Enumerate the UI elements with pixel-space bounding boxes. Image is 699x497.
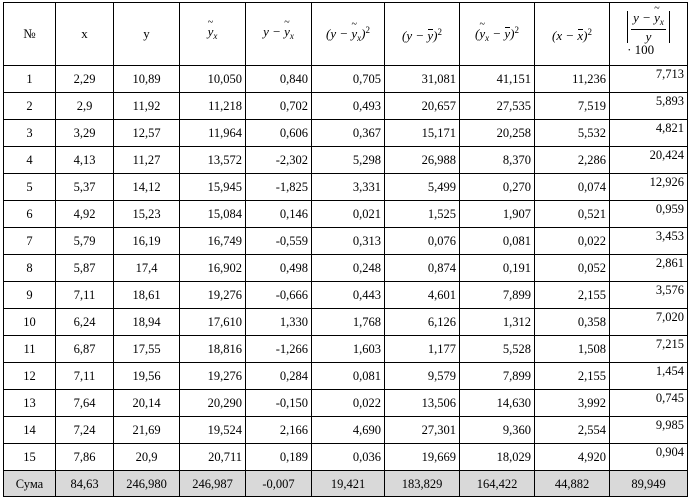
cell-x: 4,13: [56, 147, 114, 174]
cell-residual-squared: 0,493: [312, 93, 385, 120]
cell-y: 15,23: [114, 201, 180, 228]
cell-x: 4,92: [56, 201, 114, 228]
cell-percent-error: 2,861: [610, 255, 688, 282]
cell-y-fitted: 11,218: [180, 93, 246, 120]
cell-fitted-deviation-squared: 0,270: [460, 174, 535, 201]
cell-y: 14,12: [114, 174, 180, 201]
cell-y: 18,94: [114, 309, 180, 336]
sum-percent-error: 89,949: [610, 471, 688, 497]
header-x-deviation-squared: $(x - x)^2$: [535, 3, 610, 66]
cell-y-fitted: 20,711: [180, 444, 246, 471]
cell-y-deviation-squared: 4,601: [385, 282, 460, 309]
table-row: [4, 120, 688, 147]
table-row: [4, 93, 688, 120]
cell-x-deviation-squared: 4,920: [535, 444, 610, 471]
cell-residual-squared: 3,331: [312, 174, 385, 201]
cell-residual-squared: 0,036: [312, 444, 385, 471]
cell-percent-error: 0,904: [610, 444, 688, 471]
cell-percent-error: 7,215: [610, 336, 688, 363]
table-row: [4, 309, 688, 336]
row-number: 1: [4, 66, 56, 93]
cell-residual-squared: 1,603: [312, 336, 385, 363]
cell-y-fitted: 15,084: [180, 201, 246, 228]
cell-y-fitted: 11,964: [180, 120, 246, 147]
cell-y-deviation-squared: 6,126: [385, 309, 460, 336]
row-number: 11: [4, 336, 56, 363]
cell-x: 3,29: [56, 120, 114, 147]
cell-x-deviation-squared: 11,236: [535, 66, 610, 93]
cell-y: 21,69: [114, 417, 180, 444]
sum-label: Сума: [4, 471, 56, 497]
cell-x-deviation-squared: 0,358: [535, 309, 610, 336]
cell-y: 17,55: [114, 336, 180, 363]
header-residual-squared: (y − y $\sim_x)^2$: [312, 3, 385, 66]
cell-y: 10,89: [114, 66, 180, 93]
cell-percent-error: 3,576: [610, 282, 688, 309]
cell-percent-error: 4,821: [610, 120, 688, 147]
cell-y-fitted: 20,290: [180, 390, 246, 417]
cell-x-deviation-squared: 2,155: [535, 363, 610, 390]
cell-percent-error: 0,745: [610, 390, 688, 417]
cell-fitted-deviation-squared: 8,370: [460, 147, 535, 174]
cell-fitted-deviation-squared: 7,899: [460, 363, 535, 390]
cell-x: 6,87: [56, 336, 114, 363]
cell-residual: 0,606: [246, 120, 312, 147]
cell-residual-squared: 0,021: [312, 201, 385, 228]
cell-x-deviation-squared: 0,022: [535, 228, 610, 255]
cell-y: 20,9: [114, 444, 180, 471]
cell-x-deviation-squared: 3,992: [535, 390, 610, 417]
cell-y: 16,19: [114, 228, 180, 255]
cell-residual-squared: 4,690: [312, 417, 385, 444]
cell-residual: 0,840: [246, 66, 312, 93]
cell-fitted-deviation-squared: 41,151: [460, 66, 535, 93]
cell-fitted-deviation-squared: 20,258: [460, 120, 535, 147]
cell-percent-error: 20,424: [610, 147, 688, 174]
sum-row: [4, 471, 688, 497]
sum-residual: -0,007: [246, 471, 312, 497]
cell-x-deviation-squared: 7,519: [535, 93, 610, 120]
sum-y-fitted: 246,987: [180, 471, 246, 497]
cell-residual: 0,284: [246, 363, 312, 390]
cell-y-deviation-squared: 0,874: [385, 255, 460, 282]
cell-y-fitted: 15,945: [180, 174, 246, 201]
table-row: [4, 66, 688, 93]
cell-y-deviation-squared: 27,301: [385, 417, 460, 444]
cell-residual: -1,825: [246, 174, 312, 201]
table-row: [4, 228, 688, 255]
cell-x: 5,37: [56, 174, 114, 201]
cell-x-deviation-squared: 2,155: [535, 282, 610, 309]
table-row: [4, 147, 688, 174]
cell-x-deviation-squared: 0,052: [535, 255, 610, 282]
cell-x: 2,9: [56, 93, 114, 120]
table-row: [4, 417, 688, 444]
cell-percent-error: 3,453: [610, 228, 688, 255]
cell-x: 5,87: [56, 255, 114, 282]
cell-residual-squared: 5,298: [312, 147, 385, 174]
table-row: [4, 336, 688, 363]
cell-residual: 0,702: [246, 93, 312, 120]
cell-y-fitted: 18,816: [180, 336, 246, 363]
row-number: 5: [4, 174, 56, 201]
regression-table: [3, 2, 688, 497]
cell-residual: 2,166: [246, 417, 312, 444]
row-number: 4: [4, 147, 56, 174]
cell-y-fitted: 13,572: [180, 147, 246, 174]
data-table-container: [3, 2, 688, 497]
sum-y-deviation-squared: 183,829: [385, 471, 460, 497]
header-row: [4, 3, 688, 66]
table-row: [4, 363, 688, 390]
cell-y-deviation-squared: 0,076: [385, 228, 460, 255]
cell-x: 2,29: [56, 66, 114, 93]
cell-fitted-deviation-squared: 27,535: [460, 93, 535, 120]
cell-x-deviation-squared: 2,286: [535, 147, 610, 174]
cell-x-deviation-squared: 1,508: [535, 336, 610, 363]
table-row: [4, 255, 688, 282]
cell-residual: 0,189: [246, 444, 312, 471]
cell-residual: -0,559: [246, 228, 312, 255]
row-number: 13: [4, 390, 56, 417]
cell-residual-squared: 0,081: [312, 363, 385, 390]
cell-y-deviation-squared: 15,171: [385, 120, 460, 147]
cell-fitted-deviation-squared: 9,360: [460, 417, 535, 444]
row-number: 15: [4, 444, 56, 471]
table-row: [4, 390, 688, 417]
row-number: 6: [4, 201, 56, 228]
sum-x: 84,63: [56, 471, 114, 497]
header-residual: y − y $\sim_x$: [246, 3, 312, 66]
row-number: 8: [4, 255, 56, 282]
cell-residual-squared: 0,367: [312, 120, 385, 147]
cell-residual: 1,330: [246, 309, 312, 336]
cell-y-deviation-squared: 19,669: [385, 444, 460, 471]
table-row: [4, 201, 688, 228]
cell-y-fitted: 10,050: [180, 66, 246, 93]
cell-y: 17,4: [114, 255, 180, 282]
row-number: 2: [4, 93, 56, 120]
cell-y: 11,92: [114, 93, 180, 120]
cell-percent-error: 12,926: [610, 174, 688, 201]
cell-y: 11,27: [114, 147, 180, 174]
cell-x: 7,64: [56, 390, 114, 417]
cell-fitted-deviation-squared: 14,630: [460, 390, 535, 417]
sum-residual-squared: 19,421: [312, 471, 385, 497]
header-y: y: [114, 3, 180, 66]
cell-residual: -2,302: [246, 147, 312, 174]
cell-y-deviation-squared: 5,499: [385, 174, 460, 201]
cell-y-fitted: 16,902: [180, 255, 246, 282]
cell-y-deviation-squared: 26,988: [385, 147, 460, 174]
sum-fitted-deviation-squared: 164,422: [460, 471, 535, 497]
cell-y: 12,57: [114, 120, 180, 147]
cell-percent-error: 1,454: [610, 363, 688, 390]
cell-x-deviation-squared: 0,521: [535, 201, 610, 228]
header-number: №: [4, 3, 56, 66]
cell-fitted-deviation-squared: 0,081: [460, 228, 535, 255]
cell-y: 20,14: [114, 390, 180, 417]
header-y-fitted: y $\sim_x$: [180, 3, 246, 66]
cell-fitted-deviation-squared: 5,528: [460, 336, 535, 363]
sum-y: 246,980: [114, 471, 180, 497]
cell-y-fitted: 17,610: [180, 309, 246, 336]
cell-fitted-deviation-squared: 7,899: [460, 282, 535, 309]
cell-residual-squared: 1,768: [312, 309, 385, 336]
row-number: 12: [4, 363, 56, 390]
cell-x-deviation-squared: 0,074: [535, 174, 610, 201]
cell-y-deviation-squared: 31,081: [385, 66, 460, 93]
row-number: 10: [4, 309, 56, 336]
cell-x-deviation-squared: 5,532: [535, 120, 610, 147]
cell-x: 7,24: [56, 417, 114, 444]
cell-residual-squared: 0,248: [312, 255, 385, 282]
cell-y-deviation-squared: 9,579: [385, 363, 460, 390]
cell-y-fitted: 19,524: [180, 417, 246, 444]
cell-x: 7,11: [56, 363, 114, 390]
header-percent-error: $\frac{y - y \sim_x}{y}$ · 100: [610, 3, 688, 66]
cell-residual: -0,666: [246, 282, 312, 309]
cell-y: 19,56: [114, 363, 180, 390]
row-number: 9: [4, 282, 56, 309]
header-x: x: [56, 3, 114, 66]
cell-percent-error: 5,893: [610, 93, 688, 120]
table-row: [4, 282, 688, 309]
header-fitted-deviation-squared: (y $\sim_x - y)^2$: [460, 3, 535, 66]
cell-x-deviation-squared: 2,554: [535, 417, 610, 444]
cell-percent-error: 7,020: [610, 309, 688, 336]
row-number: 3: [4, 120, 56, 147]
cell-x: 7,86: [56, 444, 114, 471]
cell-residual-squared: 0,313: [312, 228, 385, 255]
row-number: 14: [4, 417, 56, 444]
cell-x: 6,24: [56, 309, 114, 336]
cell-percent-error: 0,959: [610, 201, 688, 228]
cell-y-deviation-squared: 1,525: [385, 201, 460, 228]
cell-residual: -1,266: [246, 336, 312, 363]
cell-fitted-deviation-squared: 1,907: [460, 201, 535, 228]
cell-y-fitted: 16,749: [180, 228, 246, 255]
cell-percent-error: 7,713: [610, 66, 688, 93]
cell-residual-squared: 0,705: [312, 66, 385, 93]
cell-residual: -0,150: [246, 390, 312, 417]
cell-fitted-deviation-squared: 0,191: [460, 255, 535, 282]
cell-fitted-deviation-squared: 1,312: [460, 309, 535, 336]
table-row: [4, 174, 688, 201]
cell-residual-squared: 0,443: [312, 282, 385, 309]
cell-residual-squared: 0,022: [312, 390, 385, 417]
table-row: [4, 444, 688, 471]
cell-residual: 0,498: [246, 255, 312, 282]
table-body: [4, 66, 688, 471]
header-y-deviation-squared: $(y - y)^2$: [385, 3, 460, 66]
cell-percent-error: 9,985: [610, 417, 688, 444]
cell-y: 18,61: [114, 282, 180, 309]
cell-x: 7,11: [56, 282, 114, 309]
cell-fitted-deviation-squared: 18,029: [460, 444, 535, 471]
cell-y-deviation-squared: 1,177: [385, 336, 460, 363]
cell-y-deviation-squared: 20,657: [385, 93, 460, 120]
cell-residual: 0,146: [246, 201, 312, 228]
cell-y-fitted: 19,276: [180, 282, 246, 309]
cell-y-deviation-squared: 13,506: [385, 390, 460, 417]
row-number: 7: [4, 228, 56, 255]
cell-y-fitted: 19,276: [180, 363, 246, 390]
sum-x-deviation-squared: 44,882: [535, 471, 610, 497]
cell-x: 5,79: [56, 228, 114, 255]
